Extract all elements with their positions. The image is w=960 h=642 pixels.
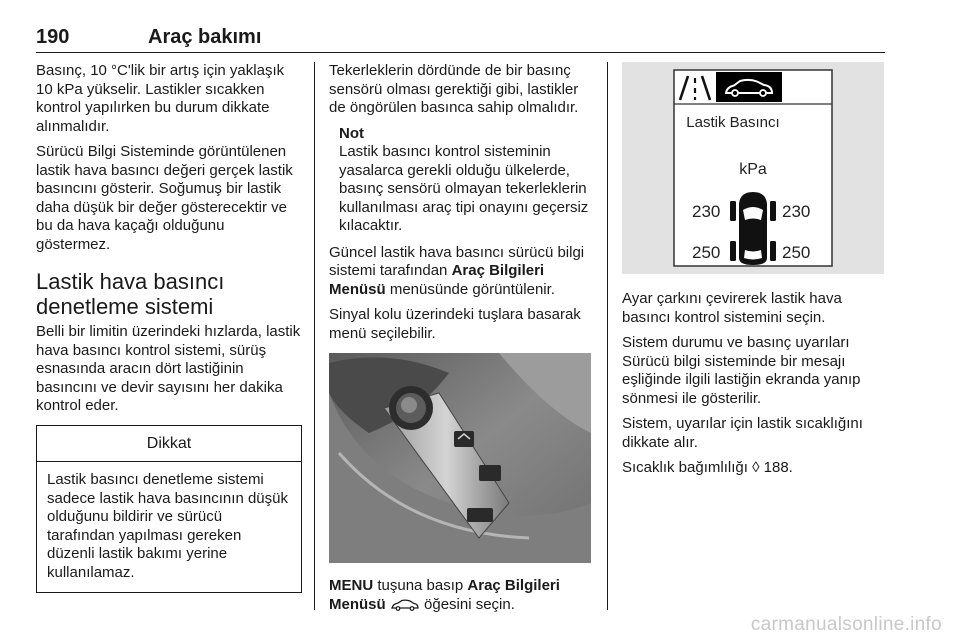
paragraph [329,577,594,614]
note-block [329,125,594,236]
paragraph: Sinyal kolu üzerindeki tuşlara basarak menü seçilebilir. [329,306,581,342]
caution-text: Lastik basıncı denetleme sistemi sadece lastik hava basıncının düşük olduğunu bildirir ve sürücü tarafından yapılması gereken düzenli lastik bakımı yerine kullanılamaz. [47,471,288,581]
tire-pressure-display-illustration [622,62,884,274]
text-run: Güncel lastik hava basıncı sürücü bilgi sistemi tarafından [329,243,585,279]
watermark: carmanualsonline.info [750,614,942,635]
paragraph: Tekerleklerin dördünde de bir basınç sensörü olması gerektiği gibi, lastikler de öngörülen basınca sahip olmalıdır. [329,62,579,116]
column-3 [622,62,885,485]
text-run: Sıcaklık bağımlılığı [622,459,753,476]
column-divider [607,62,608,610]
page-header [36,22,885,53]
paragraph [329,244,594,300]
heading-tire-pressure-system: Lastik hava basıncı denetleme sistemi [36,269,225,319]
caution-title: Dikkat [37,426,301,463]
menu-button-label: MENU [329,577,374,594]
menu-name: Araç Bilgileri Menüsü [329,262,545,298]
column-divider [314,62,315,610]
stalk-photo [329,353,591,563]
caution-box [36,425,302,594]
paragraph: Sistem durumu ve basınç uyarıları Sürücü bilgi sisteminde bir mesajı eşliğinde ilgili lastiğin ekranda yanıp sönmesi ile gösterilir. [622,334,861,407]
text-run: menüsünde görüntülenir. [385,280,555,298]
note-title: Not [339,124,364,142]
rear-left-pressure: 250 [692,243,721,262]
car-icon [390,599,420,611]
page-number: 190 [36,26,70,48]
note-text: Lastik basıncı kontrol sisteminin yasalarca gerekli olduğu ülkelerde, basınç sensörü olmayan tekerleklerin kullanılması araç tipi onayını geçersiz kılacaktır. [339,143,589,234]
column-1 [36,62,302,593]
text-run: öğesini seçin. [419,595,515,613]
front-left-pressure: 230 [692,202,721,221]
paragraph: Basınç, 10 °C'lik bir artış için yaklaşık 10 kPa yükselir. Lastikler sıcakken kontrol yapılırken bu durum dikkate alınmalıdır. [36,62,285,135]
rear-right-pressure: 250 [782,243,811,262]
paragraph: Ayar çarkını çevirerek lastik hava basıncı kontrol sistemini seçin. [622,290,842,326]
paragraph: Sürücü Bilgi Sisteminde görüntülenen lastik hava basıncı değeri gerçek lastik basıncını gösterir. Soğumuş bir lastik daha düşük bir değer gösterecektir ve bu da hava kaçağı olduğunu göstermez. [36,143,293,253]
column-2 [329,62,594,621]
page-reference-link[interactable]: 188. [759,459,793,476]
paragraph [622,459,885,478]
menu-name: Araç Bilgileri Menüsü [329,577,560,613]
display-title: Lastik Basıncı [686,114,780,131]
paragraph: Sistem, uyarılar için lastik sıcaklığını dikkate alır. [622,415,863,451]
display-unit: kPa [739,161,767,178]
paragraph: Belli bir limitin üzerindeki hızlarda, lastik hava basıncı kontrol sistemi, sürüş esnasında aracın dört lastiğinin basıncını ve devir sayısını her dakika kontrol eder. [36,323,301,414]
text-run: tuşuna basıp [373,577,468,594]
cross-reference-arrow-icon: ◊ [752,459,760,476]
front-right-pressure: 230 [782,202,811,221]
section-title: Araç bakımı [148,26,262,48]
